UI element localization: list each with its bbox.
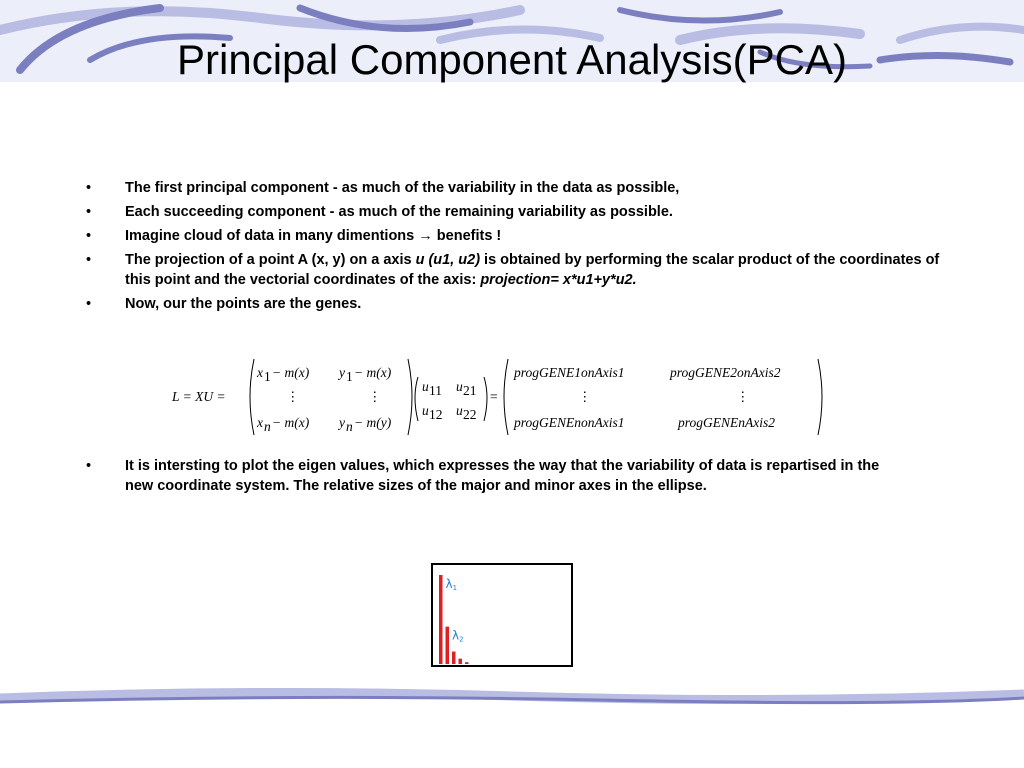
chart-frame <box>432 564 572 666</box>
eq-yn-sub: n <box>346 419 353 434</box>
axis-label: u (u1, u2) <box>415 252 481 268</box>
bottom-decoration <box>0 680 1024 720</box>
equation-lhs: L = XU = <box>172 389 226 404</box>
eq-vdots: ⋮ <box>578 389 592 404</box>
eq-u21-sub: 21 <box>463 383 477 398</box>
eigenvalue-bar <box>459 659 463 664</box>
matrix-equation <box>170 355 830 440</box>
eq-u12-sub: 12 <box>429 407 443 422</box>
bullet-item: • It is intersting to plot the eigen values, which expresses the way that the variability of data is repartised in the new coordinate system. The relative sizes of the major and minor axes in the ellipse. <box>86 456 906 496</box>
eigenvalue-bar <box>439 575 443 664</box>
eq-u21: u <box>456 379 463 394</box>
bullet-text: is obtained by performing the scalar product of the coordinates of this point and the vectorial coordinates of the axis: <box>125 252 940 288</box>
eq-vdots: ⋮ <box>736 389 750 404</box>
bullet-item: • The first principal component - as much of the variability in the data as possible, <box>86 178 956 198</box>
eq-u12: u <box>422 403 429 418</box>
bullet-list <box>86 178 956 318</box>
eq-y1: y <box>339 365 345 380</box>
eq-u22-sub: 22 <box>463 407 477 422</box>
eq-xn: x <box>257 415 263 430</box>
bullet-list-2 <box>86 456 906 500</box>
eigenvalue-bar <box>465 662 469 664</box>
eq-u11: u <box>422 379 429 394</box>
eq-x1-mean: − m(x) <box>272 365 310 380</box>
slide-title: Principal Component Analysis(PCA) <box>177 36 847 83</box>
eq-xn-sub: n <box>264 419 271 434</box>
eq-u22: u <box>456 403 463 418</box>
bullet-item: • Each succeeding component - as much of the remaining variability as possible. <box>86 202 956 222</box>
bullet-item: • Now, our the points are the genes. <box>86 294 956 314</box>
eq-yn-mean: − m(y) <box>354 415 392 430</box>
projection-formula: projection= x*u1+y*u2. <box>480 272 637 288</box>
bullet-text: The projection of a point A (x, y) on a axis <box>125 252 416 268</box>
eigenvalue-bar <box>446 627 450 664</box>
eq-u11-sub: 11 <box>429 383 442 398</box>
eigenvalue-bar <box>452 652 456 664</box>
eq-x1: x <box>257 365 263 380</box>
eq-r1c2: progGENE2onAxis2 <box>670 365 781 380</box>
eq-vdots: ⋮ <box>368 389 382 404</box>
eq-equals: = <box>490 389 498 404</box>
eq-y1-sub: 1 <box>346 369 353 384</box>
eq-x1-sub: 1 <box>264 369 271 384</box>
eq-yn: y <box>339 415 345 430</box>
eq-y1-mean: − m(x) <box>354 365 392 380</box>
eq-vdots: ⋮ <box>286 389 300 404</box>
eigenvalue-label: λ2 <box>452 628 464 644</box>
eigenvalue-chart <box>431 563 573 667</box>
eq-r3c2: progGENEnAxis2 <box>678 415 775 430</box>
eq-r3c1: progGENEnonAxis1 <box>514 415 625 430</box>
eq-xn-mean: − m(x) <box>272 415 310 430</box>
eigenvalue-label: λ1 <box>445 577 458 592</box>
bullet-item-projection <box>86 250 956 290</box>
eq-r1c1: progGENE1onAxis1 <box>514 365 625 380</box>
bullet-item: • Imagine cloud of data in many dimentions → benefits ! <box>86 226 956 246</box>
